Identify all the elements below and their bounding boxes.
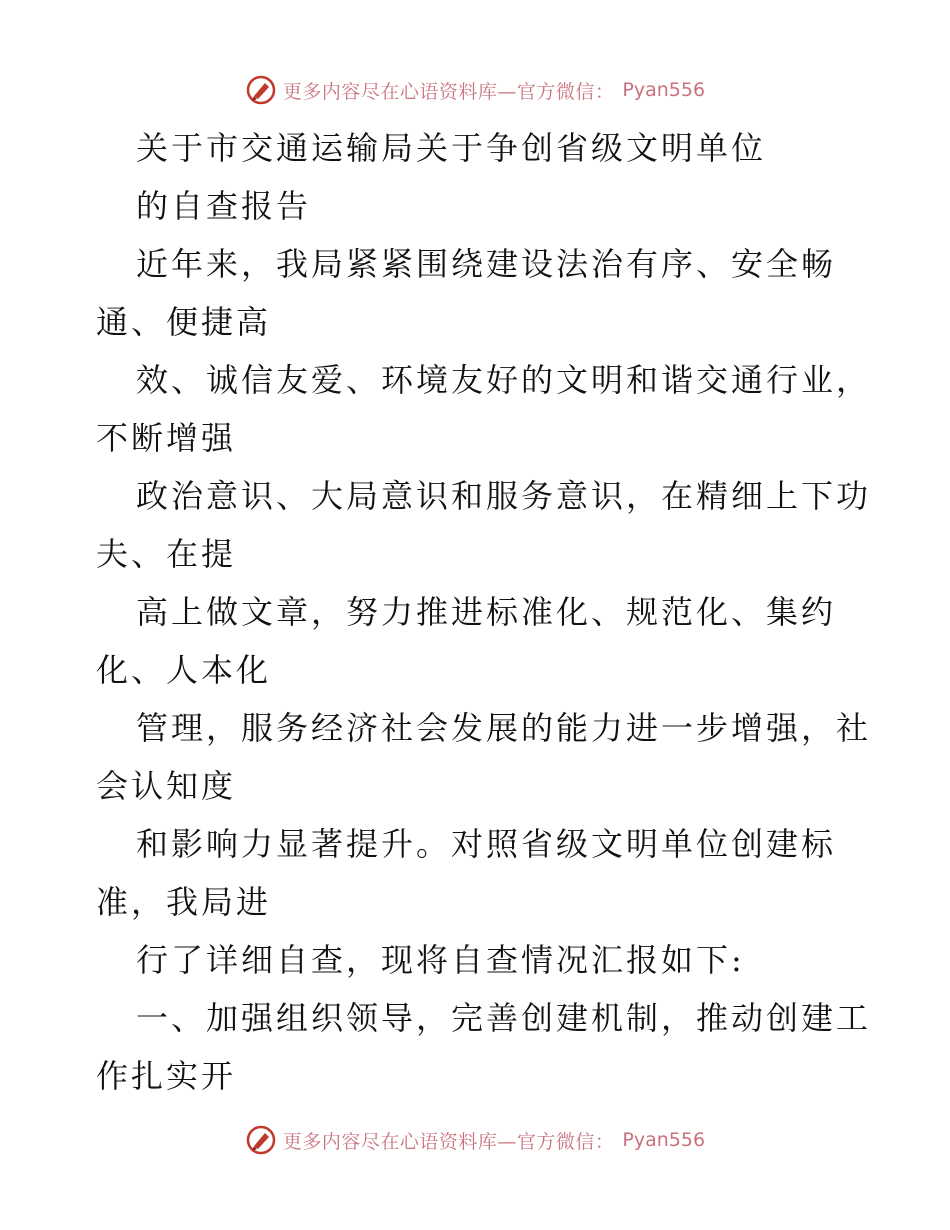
paragraph-line: 行了详细自查，现将自查情况汇报如下: bbox=[136, 941, 745, 979]
watermark-wechat-id: Pyan556 bbox=[622, 1129, 706, 1151]
paragraph-line: 政治意识、大局意识和服务意识，在精细上下功 bbox=[136, 477, 872, 515]
watermark-text: 更多内容尽在心语资料库—官方微信： bbox=[282, 80, 615, 103]
watermark-text: 更多内容尽在心语资料库—官方微信： bbox=[282, 1130, 615, 1153]
paragraph-line: 效、诚信友爱、环境友好的文明和谐交通行业， bbox=[136, 361, 872, 399]
paragraph-line: 化、人本化 bbox=[96, 651, 272, 689]
paragraph-line: 近年来，我局紧紧围绕建设法治有序、安全畅 bbox=[136, 245, 837, 283]
footer-watermark bbox=[0, 1120, 950, 1160]
watermark-wechat-id: Pyan556 bbox=[622, 79, 706, 101]
paragraph-line: 会认知度 bbox=[96, 767, 237, 805]
section-heading-line: 一、加强组织领导，完善创建机制，推动创建工 bbox=[136, 999, 872, 1037]
document-title-line-2: 的自查报告 bbox=[136, 187, 312, 225]
paragraph-line: 不断增强 bbox=[96, 419, 237, 457]
paragraph-line: 准，我局进 bbox=[96, 883, 272, 921]
paragraph-line: 通、便捷高 bbox=[96, 303, 272, 341]
pen-logo-icon bbox=[245, 1124, 277, 1156]
paragraph-line: 高上做文章，努力推进标准化、规范化、集约 bbox=[136, 593, 837, 631]
pen-logo-icon bbox=[245, 74, 277, 106]
header-watermark bbox=[0, 70, 950, 110]
section-heading-line: 作扎实开 bbox=[96, 1057, 237, 1095]
document-title-line-1: 关于市交通运输局关于争创省级文明单位 bbox=[136, 129, 767, 167]
paragraph-line: 夫、在提 bbox=[96, 535, 237, 573]
paragraph-line: 和影响力显著提升。对照省级文明单位创建标 bbox=[136, 825, 837, 863]
paragraph-line: 管理，服务经济社会发展的能力进一步增强，社 bbox=[136, 709, 872, 747]
